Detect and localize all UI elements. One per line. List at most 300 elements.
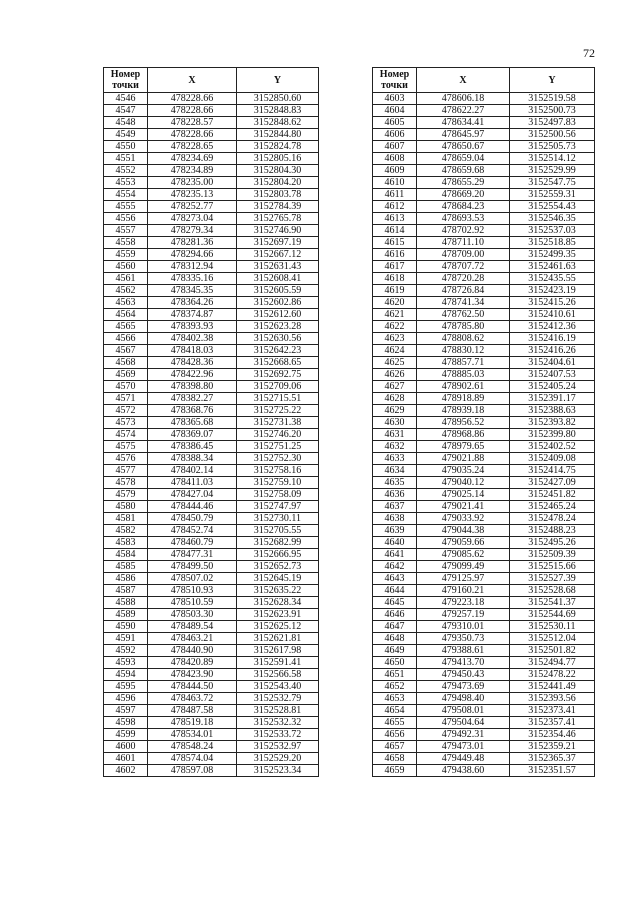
point-number-cell: 4583	[104, 537, 148, 549]
table-row	[373, 381, 595, 393]
y-cell: 3152682.99	[237, 537, 319, 549]
x-cell: 478463.21	[148, 633, 237, 645]
x-cell: 478606.18	[417, 93, 510, 105]
x-cell: 479388.61	[417, 645, 510, 657]
y-cell: 3152602.86	[237, 297, 319, 309]
table-row	[373, 309, 595, 321]
y-cell: 3152844.80	[237, 129, 319, 141]
y-cell: 3152499.35	[510, 249, 595, 261]
y-cell: 3152495.26	[510, 537, 595, 549]
y-cell: 3152497.83	[510, 117, 595, 129]
y-cell: 3152414.75	[510, 465, 595, 477]
point-number-cell: 4554	[104, 189, 148, 201]
table-row	[104, 609, 319, 621]
table-row	[373, 717, 595, 729]
table-row	[373, 489, 595, 501]
y-cell: 3152528.68	[510, 585, 595, 597]
x-cell: 478228.66	[148, 93, 237, 105]
x-cell: 479223.18	[417, 597, 510, 609]
table-row	[104, 765, 319, 777]
point-number-cell: 4584	[104, 549, 148, 561]
point-number-cell: 4630	[373, 417, 417, 429]
x-cell: 478234.89	[148, 165, 237, 177]
x-cell: 478645.97	[417, 129, 510, 141]
y-cell: 3152848.62	[237, 117, 319, 129]
x-cell: 478477.31	[148, 549, 237, 561]
table-row	[104, 237, 319, 249]
point-number-cell: 4568	[104, 357, 148, 369]
x-cell: 478402.38	[148, 333, 237, 345]
table-row	[104, 477, 319, 489]
y-cell: 3152805.16	[237, 153, 319, 165]
x-cell: 478393.93	[148, 321, 237, 333]
y-cell: 3152747.97	[237, 501, 319, 513]
x-cell: 478634.41	[417, 117, 510, 129]
point-number-cell: 4571	[104, 393, 148, 405]
x-cell: 478228.65	[148, 141, 237, 153]
table-row	[104, 201, 319, 213]
table-row	[373, 285, 595, 297]
x-cell: 479350.73	[417, 633, 510, 645]
table-row	[373, 105, 595, 117]
point-number-cell: 4553	[104, 177, 148, 189]
y-cell: 3152373.41	[510, 705, 595, 717]
point-number-cell: 4614	[373, 225, 417, 237]
y-cell: 3152441.49	[510, 681, 595, 693]
y-cell: 3152668.65	[237, 357, 319, 369]
table-row	[104, 141, 319, 153]
y-cell: 3152628.34	[237, 597, 319, 609]
table-row	[104, 549, 319, 561]
point-number-cell: 4558	[104, 237, 148, 249]
table-row	[373, 177, 595, 189]
y-cell: 3152758.09	[237, 489, 319, 501]
point-number-cell: 4551	[104, 153, 148, 165]
point-number-cell: 4645	[373, 597, 417, 609]
table-row	[104, 249, 319, 261]
x-cell: 478228.66	[148, 105, 237, 117]
point-number-cell: 4550	[104, 141, 148, 153]
x-cell: 478335.16	[148, 273, 237, 285]
x-cell: 479033.92	[417, 513, 510, 525]
x-cell: 478463.72	[148, 693, 237, 705]
table-row	[373, 573, 595, 585]
point-number-cell: 4654	[373, 705, 417, 717]
point-number-cell: 4572	[104, 405, 148, 417]
table-row	[104, 657, 319, 669]
x-cell: 478420.89	[148, 657, 237, 669]
x-cell: 478534.01	[148, 729, 237, 741]
table-row	[104, 345, 319, 357]
point-number-cell: 4602	[104, 765, 148, 777]
y-cell: 3152546.35	[510, 213, 595, 225]
table-row	[373, 705, 595, 717]
table-header-row	[373, 68, 595, 93]
table-row	[104, 261, 319, 273]
y-cell: 3152529.20	[237, 753, 319, 765]
table-row	[104, 285, 319, 297]
x-cell: 479449.48	[417, 753, 510, 765]
x-cell: 478368.76	[148, 405, 237, 417]
x-cell: 478398.80	[148, 381, 237, 393]
point-number-cell: 4592	[104, 645, 148, 657]
y-cell: 3152519.58	[510, 93, 595, 105]
x-cell: 478684.23	[417, 201, 510, 213]
table-row	[104, 309, 319, 321]
point-number-cell: 4564	[104, 309, 148, 321]
x-cell: 479021.41	[417, 501, 510, 513]
x-cell: 478382.27	[148, 393, 237, 405]
x-cell: 478785.80	[417, 321, 510, 333]
point-number-cell: 4634	[373, 465, 417, 477]
y-cell: 3152527.39	[510, 573, 595, 585]
y-cell: 3152416.26	[510, 345, 595, 357]
header-point-number: Номер точки	[104, 68, 148, 93]
point-number-cell: 4621	[373, 309, 417, 321]
y-cell: 3152803.78	[237, 189, 319, 201]
x-cell: 479498.40	[417, 693, 510, 705]
point-number-cell: 4636	[373, 489, 417, 501]
point-number-cell: 4600	[104, 741, 148, 753]
point-number-cell: 4644	[373, 585, 417, 597]
table-row	[104, 177, 319, 189]
table-row	[373, 357, 595, 369]
y-cell: 3152784.39	[237, 201, 319, 213]
table-row	[373, 165, 595, 177]
point-number-cell: 4657	[373, 741, 417, 753]
point-number-cell: 4580	[104, 501, 148, 513]
y-cell: 3152635.22	[237, 585, 319, 597]
point-number-cell: 4619	[373, 285, 417, 297]
y-cell: 3152351.57	[510, 765, 595, 777]
x-cell: 478741.34	[417, 297, 510, 309]
point-number-cell: 4582	[104, 525, 148, 537]
table-row	[373, 249, 595, 261]
x-cell: 478228.66	[148, 129, 237, 141]
x-cell: 478650.67	[417, 141, 510, 153]
table-row	[104, 669, 319, 681]
y-cell: 3152591.41	[237, 657, 319, 669]
header-y: Y	[510, 68, 595, 93]
x-cell: 478369.07	[148, 429, 237, 441]
table-row	[373, 621, 595, 633]
point-number-cell: 4609	[373, 165, 417, 177]
table-row	[373, 465, 595, 477]
x-cell: 479450.43	[417, 669, 510, 681]
point-number-cell: 4615	[373, 237, 417, 249]
y-cell: 3152410.61	[510, 309, 595, 321]
y-cell: 3152388.63	[510, 405, 595, 417]
x-cell: 478365.68	[148, 417, 237, 429]
y-cell: 3152393.56	[510, 693, 595, 705]
point-number-cell: 4649	[373, 645, 417, 657]
x-cell: 478548.24	[148, 741, 237, 753]
x-cell: 478918.89	[417, 393, 510, 405]
y-cell: 3152537.03	[510, 225, 595, 237]
point-number-cell: 4659	[373, 765, 417, 777]
table-row	[373, 477, 595, 489]
y-cell: 3152692.75	[237, 369, 319, 381]
x-cell: 478345.35	[148, 285, 237, 297]
point-number-cell: 4565	[104, 321, 148, 333]
point-number-cell: 4570	[104, 381, 148, 393]
point-number-cell: 4546	[104, 93, 148, 105]
y-cell: 3152528.81	[237, 705, 319, 717]
table-row	[104, 129, 319, 141]
point-number-cell: 4591	[104, 633, 148, 645]
table-row	[373, 141, 595, 153]
x-cell: 478402.14	[148, 465, 237, 477]
table-row	[104, 585, 319, 597]
table-row	[104, 741, 319, 753]
point-number-cell: 4611	[373, 189, 417, 201]
point-number-cell: 4575	[104, 441, 148, 453]
x-cell: 479059.66	[417, 537, 510, 549]
x-cell: 478659.68	[417, 165, 510, 177]
y-cell: 3152752.30	[237, 453, 319, 465]
point-number-cell: 4643	[373, 573, 417, 585]
x-cell: 478902.61	[417, 381, 510, 393]
y-cell: 3152566.58	[237, 669, 319, 681]
table-row	[104, 705, 319, 717]
table-row	[373, 333, 595, 345]
point-number-cell: 4638	[373, 513, 417, 525]
header-x: X	[148, 68, 237, 93]
point-number-cell: 4623	[373, 333, 417, 345]
y-cell: 3152427.09	[510, 477, 595, 489]
y-cell: 3152746.20	[237, 429, 319, 441]
table-row	[373, 153, 595, 165]
table-row	[373, 525, 595, 537]
y-cell: 3152518.85	[510, 237, 595, 249]
y-cell: 3152543.40	[237, 681, 319, 693]
y-cell: 3152666.95	[237, 549, 319, 561]
x-cell: 478720.28	[417, 273, 510, 285]
table-row	[104, 297, 319, 309]
header-y: Y	[237, 68, 319, 93]
y-cell: 3152804.20	[237, 177, 319, 189]
y-cell: 3152605.59	[237, 285, 319, 297]
table-row	[373, 297, 595, 309]
y-cell: 3152725.22	[237, 405, 319, 417]
y-cell: 3152416.19	[510, 333, 595, 345]
table-row	[373, 321, 595, 333]
y-cell: 3152365.37	[510, 753, 595, 765]
point-number-cell: 4601	[104, 753, 148, 765]
point-number-cell: 4617	[373, 261, 417, 273]
x-cell: 478418.03	[148, 345, 237, 357]
point-number-cell: 4622	[373, 321, 417, 333]
table-row	[104, 213, 319, 225]
x-cell: 478411.03	[148, 477, 237, 489]
y-cell: 3152667.12	[237, 249, 319, 261]
table-row	[373, 213, 595, 225]
y-cell: 3152523.34	[237, 765, 319, 777]
x-cell: 478702.92	[417, 225, 510, 237]
x-cell: 479025.14	[417, 489, 510, 501]
y-cell: 3152465.24	[510, 501, 595, 513]
table-row	[104, 513, 319, 525]
y-cell: 3152407.53	[510, 369, 595, 381]
point-number-cell: 4549	[104, 129, 148, 141]
table-row	[373, 201, 595, 213]
table-row	[373, 537, 595, 549]
x-cell: 478693.53	[417, 213, 510, 225]
point-number-cell: 4629	[373, 405, 417, 417]
table-row	[373, 609, 595, 621]
x-cell: 478312.94	[148, 261, 237, 273]
point-number-cell: 4607	[373, 141, 417, 153]
point-number-cell: 4596	[104, 693, 148, 705]
y-cell: 3152402.52	[510, 441, 595, 453]
point-number-cell: 4650	[373, 657, 417, 669]
table-row	[373, 693, 595, 705]
y-cell: 3152512.04	[510, 633, 595, 645]
x-cell: 479035.24	[417, 465, 510, 477]
point-number-cell: 4552	[104, 165, 148, 177]
y-cell: 3152399.80	[510, 429, 595, 441]
table-row	[373, 273, 595, 285]
table-row	[373, 129, 595, 141]
table-row	[373, 645, 595, 657]
table-row	[104, 417, 319, 429]
table-row	[373, 549, 595, 561]
y-cell: 3152731.38	[237, 417, 319, 429]
x-cell: 478423.90	[148, 669, 237, 681]
x-cell: 479257.19	[417, 609, 510, 621]
table-row	[104, 525, 319, 537]
y-cell: 3152488.23	[510, 525, 595, 537]
y-cell: 3152848.83	[237, 105, 319, 117]
y-cell: 3152751.25	[237, 441, 319, 453]
table-row	[373, 753, 595, 765]
table-row	[104, 561, 319, 573]
point-number-cell: 4639	[373, 525, 417, 537]
y-cell: 3152547.75	[510, 177, 595, 189]
table-row	[104, 501, 319, 513]
y-cell: 3152478.24	[510, 513, 595, 525]
point-number-cell: 4608	[373, 153, 417, 165]
table-row	[373, 453, 595, 465]
x-cell: 478235.13	[148, 189, 237, 201]
table-row	[373, 405, 595, 417]
point-number-cell: 4655	[373, 717, 417, 729]
x-cell: 479099.49	[417, 561, 510, 573]
x-cell: 478968.86	[417, 429, 510, 441]
point-number-cell: 4576	[104, 453, 148, 465]
point-number-cell: 4620	[373, 297, 417, 309]
point-number-cell: 4635	[373, 477, 417, 489]
table-body-left	[104, 93, 319, 777]
point-number-cell: 4595	[104, 681, 148, 693]
point-number-cell: 4560	[104, 261, 148, 273]
x-cell: 478452.74	[148, 525, 237, 537]
y-cell: 3152715.51	[237, 393, 319, 405]
table-row	[373, 393, 595, 405]
table-row	[373, 741, 595, 753]
y-cell: 3152623.91	[237, 609, 319, 621]
x-cell: 478659.04	[417, 153, 510, 165]
y-cell: 3152500.56	[510, 129, 595, 141]
x-cell: 479125.97	[417, 573, 510, 585]
y-cell: 3152359.21	[510, 741, 595, 753]
y-cell: 3152765.78	[237, 213, 319, 225]
table-row	[104, 93, 319, 105]
point-number-cell: 4579	[104, 489, 148, 501]
point-number-cell: 4642	[373, 561, 417, 573]
x-cell: 479085.62	[417, 549, 510, 561]
x-cell: 478510.59	[148, 597, 237, 609]
y-cell: 3152409.08	[510, 453, 595, 465]
table-row	[104, 225, 319, 237]
x-cell: 478487.58	[148, 705, 237, 717]
point-number-cell: 4616	[373, 249, 417, 261]
table-body-right	[373, 93, 595, 777]
header-point-number: Номер точки	[373, 68, 417, 93]
point-number-cell: 4603	[373, 93, 417, 105]
y-cell: 3152617.98	[237, 645, 319, 657]
point-number-cell: 4627	[373, 381, 417, 393]
point-number-cell: 4586	[104, 573, 148, 585]
table-row	[373, 261, 595, 273]
table-row	[373, 561, 595, 573]
y-cell: 3152478.22	[510, 669, 595, 681]
point-number-cell: 4633	[373, 453, 417, 465]
table-row	[104, 633, 319, 645]
point-number-cell: 4652	[373, 681, 417, 693]
table-row	[104, 105, 319, 117]
table-row	[373, 225, 595, 237]
x-cell: 478499.50	[148, 561, 237, 573]
point-number-cell: 4625	[373, 357, 417, 369]
table-row	[104, 333, 319, 345]
y-cell: 3152758.16	[237, 465, 319, 477]
table-row	[104, 645, 319, 657]
page-number: 72	[583, 46, 595, 60]
x-cell: 478510.93	[148, 585, 237, 597]
x-cell: 478857.71	[417, 357, 510, 369]
table-row	[373, 657, 595, 669]
x-cell: 478979.65	[417, 441, 510, 453]
x-cell: 478655.29	[417, 177, 510, 189]
x-cell: 478762.50	[417, 309, 510, 321]
y-cell: 3152697.19	[237, 237, 319, 249]
table-row	[373, 117, 595, 129]
point-number-cell: 4587	[104, 585, 148, 597]
y-cell: 3152533.72	[237, 729, 319, 741]
point-number-cell: 4548	[104, 117, 148, 129]
point-number-cell: 4561	[104, 273, 148, 285]
x-cell: 478444.46	[148, 501, 237, 513]
point-number-cell: 4556	[104, 213, 148, 225]
x-cell: 478519.18	[148, 717, 237, 729]
x-cell: 479021.88	[417, 453, 510, 465]
x-cell: 478460.79	[148, 537, 237, 549]
table-row	[104, 465, 319, 477]
x-cell: 478726.84	[417, 285, 510, 297]
point-number-cell: 4555	[104, 201, 148, 213]
table-row	[104, 537, 319, 549]
point-number-cell: 4656	[373, 729, 417, 741]
y-cell: 3152532.97	[237, 741, 319, 753]
x-cell: 478939.18	[417, 405, 510, 417]
table-row	[104, 597, 319, 609]
x-cell: 478294.66	[148, 249, 237, 261]
point-number-cell: 4594	[104, 669, 148, 681]
x-cell: 478279.34	[148, 225, 237, 237]
table-row	[104, 117, 319, 129]
header-x: X	[417, 68, 510, 93]
